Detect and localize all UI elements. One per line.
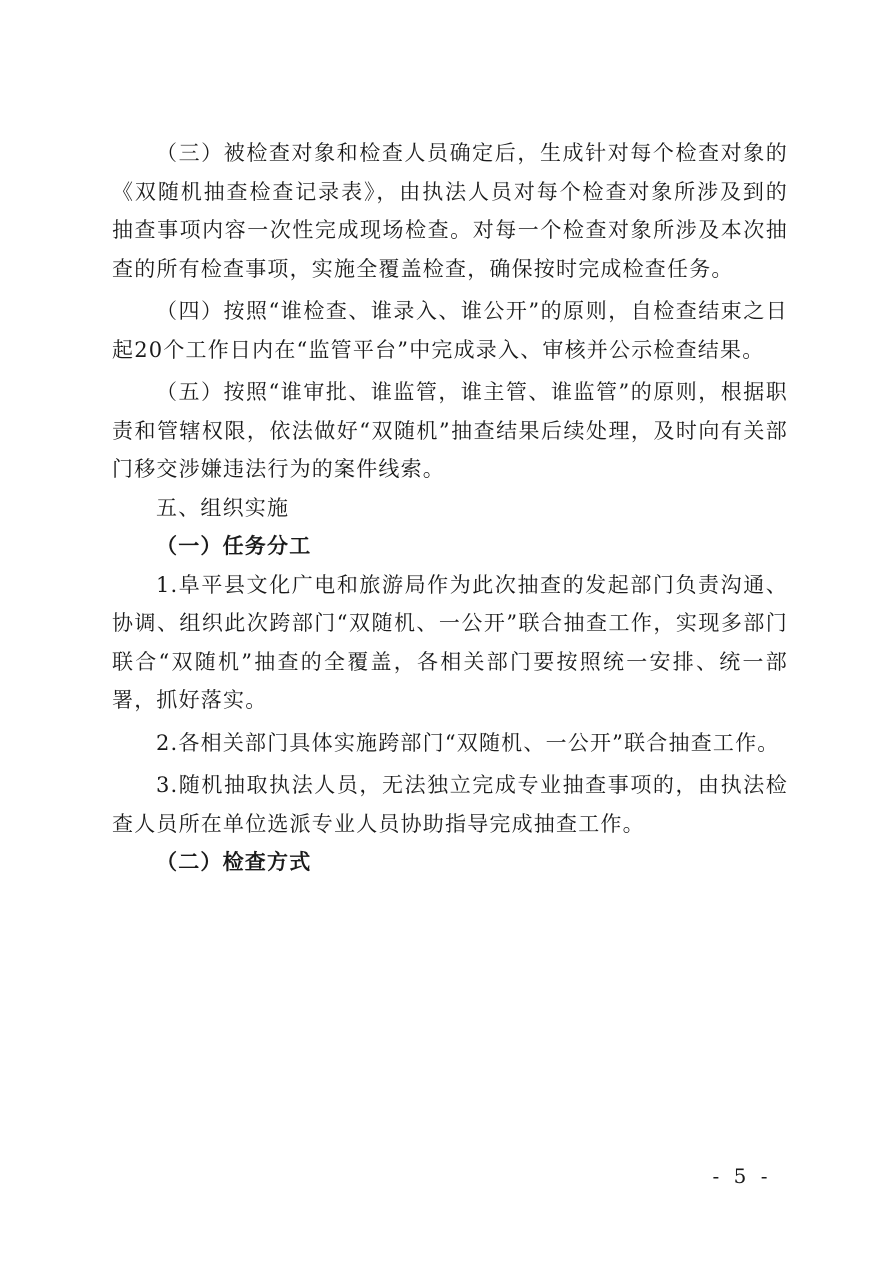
- page-number: - 5 -: [712, 1164, 772, 1188]
- paragraph-follow-up-handling: （五）按照“谁审批、谁监管，谁主管、谁监管”的原则，根据职责和管辖权限，依法做好“双随机”抽查结果后续处理，及时向有关部门移交涉嫌违法行为的案件线索。: [112, 380, 788, 481]
- task-item-1: 1.阜平县文化广电和旅游局作为此次抽查的发起部门负责沟通、协调、组织此次跨部门“双随机、一公开”联合抽查工作，实现多部门联合“双随机”抽查的全覆盖，各相关部门要按照统一安排、统一部署，抓好落实。: [112, 572, 788, 712]
- section-heading-organization: 五、组织实施: [156, 495, 290, 520]
- task-item-2: 2.各相关部门具体实施跨部门“双随机、一公开”联合抽查工作。: [156, 730, 780, 755]
- paragraph-publication-principle: （四）按照“谁检查、谁录入、谁公开”的原则，自检查结束之日起20个工作日内在“监管平台”中完成录入、审核并公示检查结果。: [112, 299, 788, 362]
- document-body: [112, 134, 788, 882]
- subheading-task-division: （一）任务分工: [156, 534, 312, 558]
- task-item-3: 3.随机抽取执法人员，无法独立完成专业抽查事项的，由执法检查人员所在单位选派专业人员协助指导完成抽查工作。: [112, 773, 788, 836]
- subheading-inspection-method: （二）检查方式: [156, 850, 312, 874]
- paragraph-inspection-records: （三）被检查对象和检查人员确定后，生成针对每个检查对象的《双随机抽查检查记录表》，由执法人员对每个检查对象所涉及到的抽查事项内容一次性完成现场检查。对每一个检查对象所涉及本次抽查的所有检查事项，实施全覆盖检查，确保按时完成检查任务。: [112, 141, 788, 281]
